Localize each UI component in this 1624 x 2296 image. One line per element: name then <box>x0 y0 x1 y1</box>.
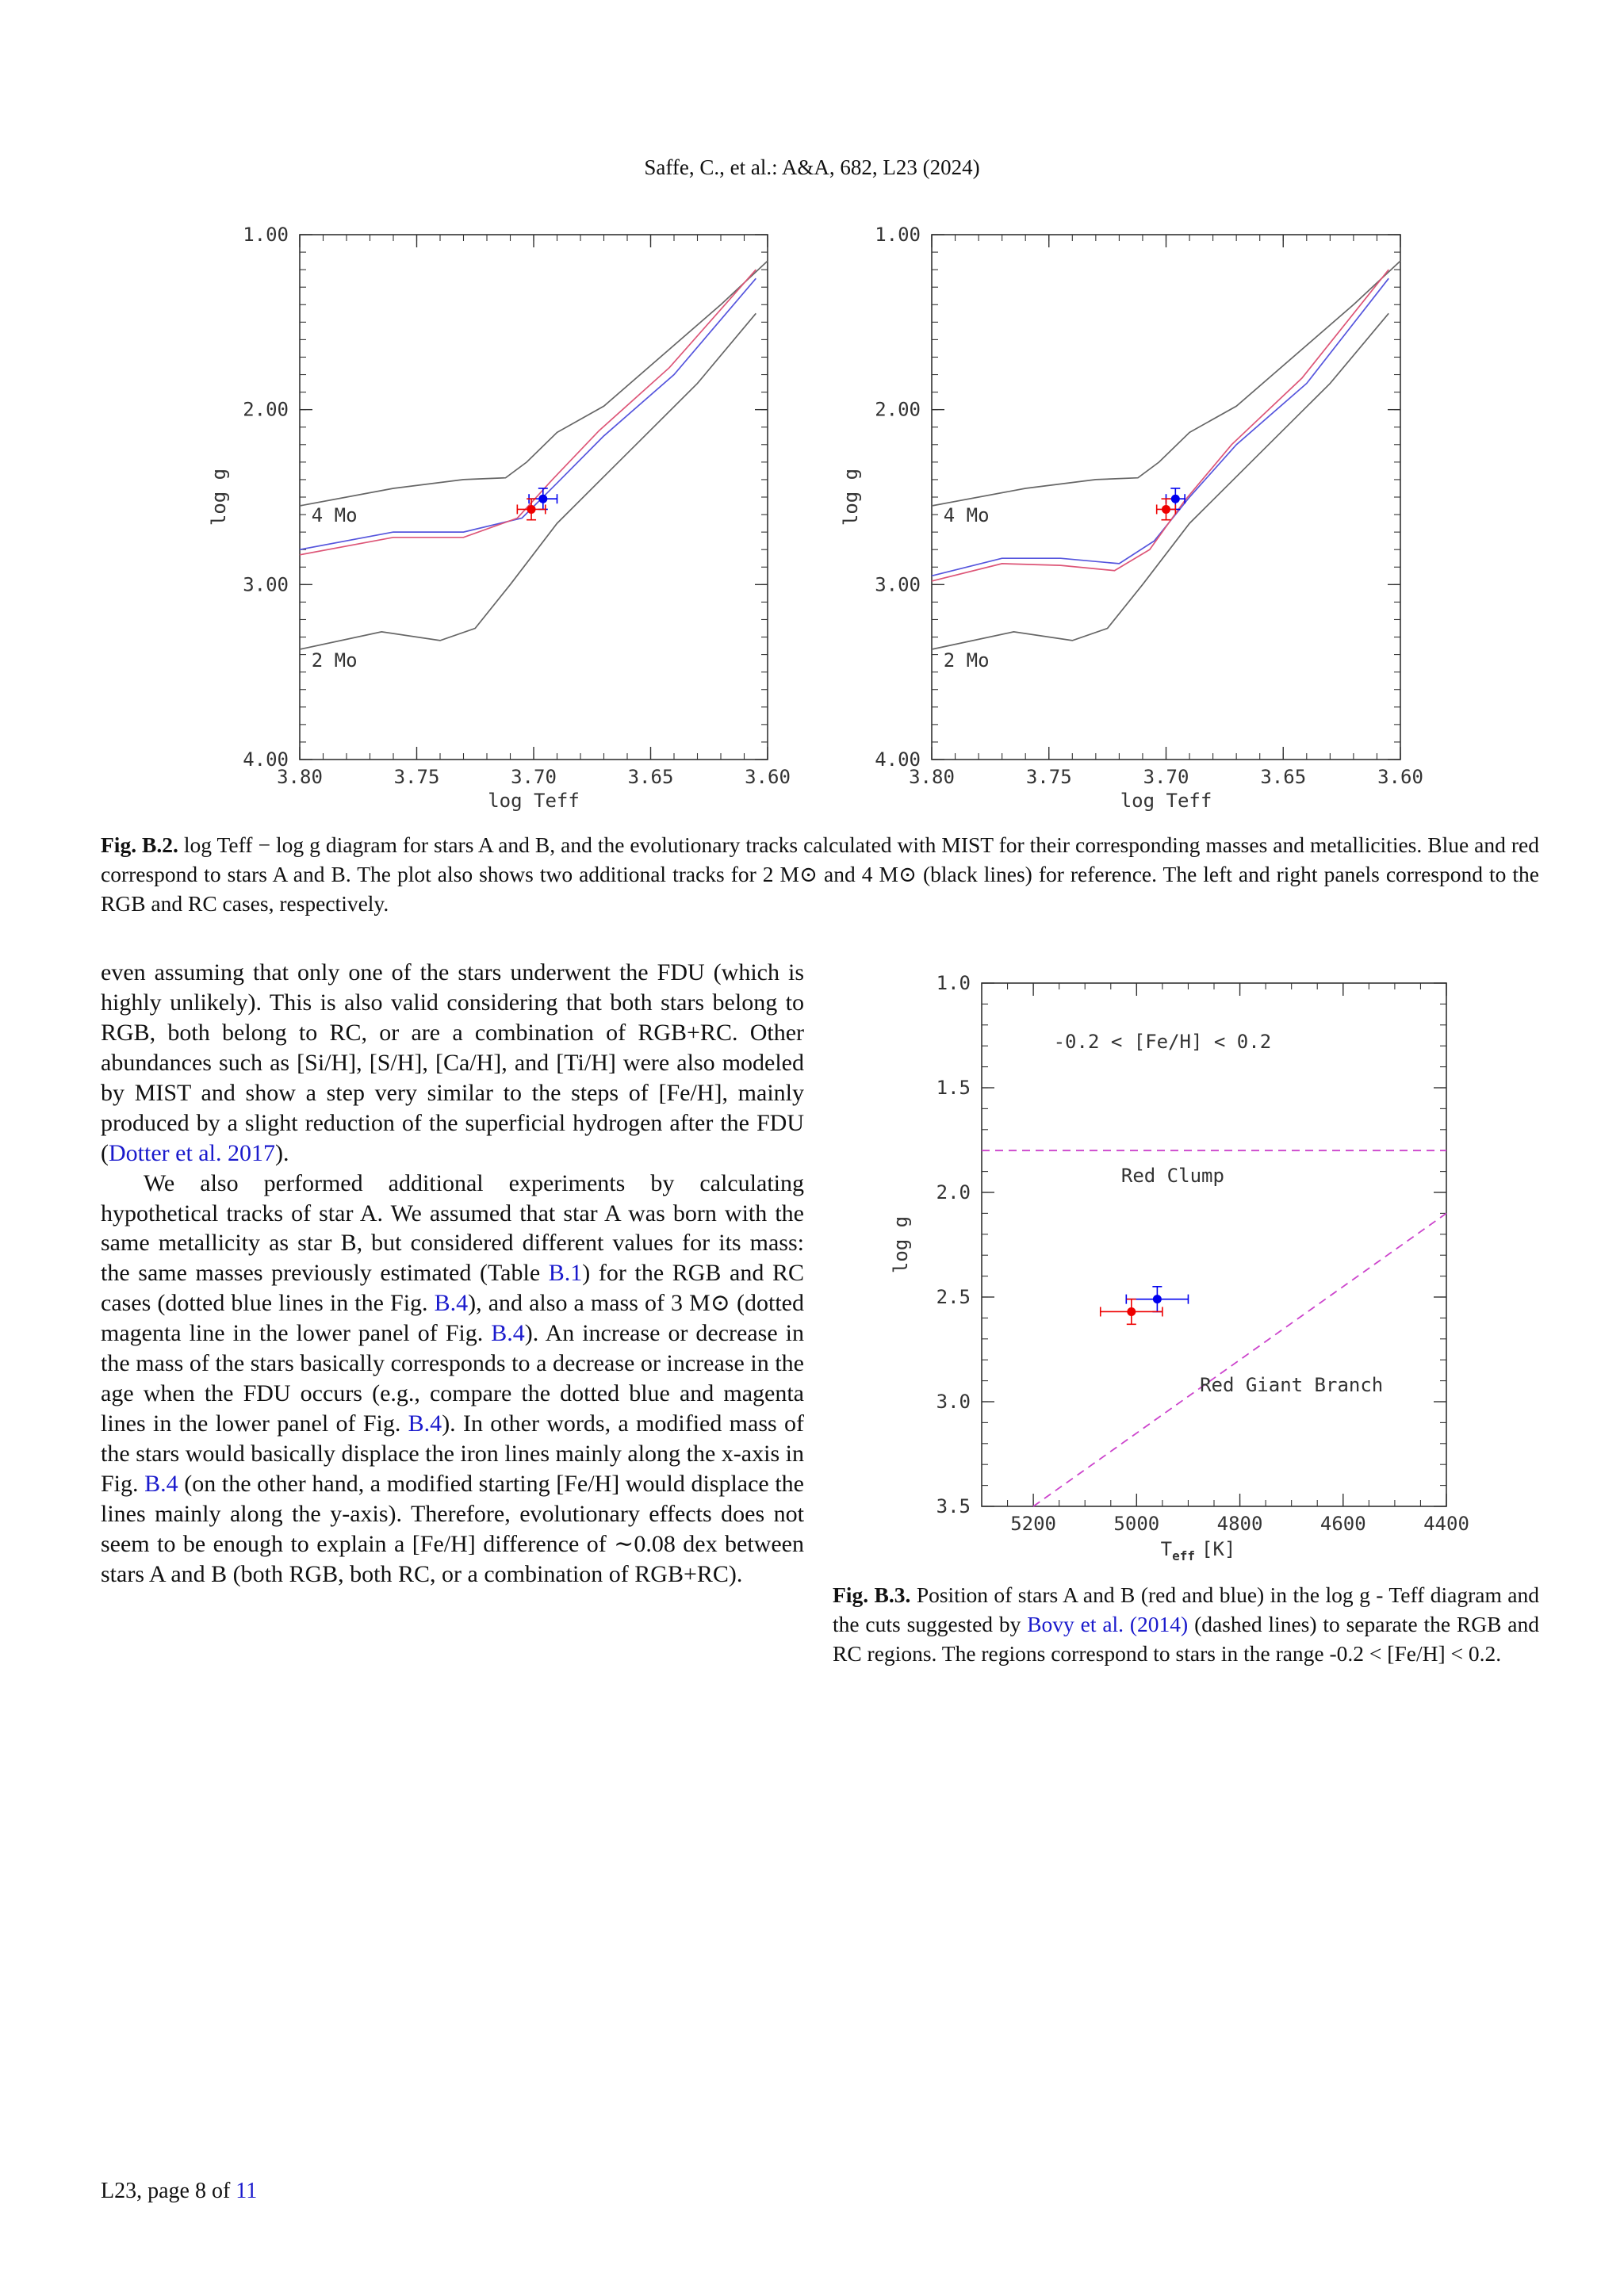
y-tick-label: 1.00 <box>875 224 921 246</box>
x-axis-label: log Teff <box>488 790 580 812</box>
track-mass-label: 4 Mo <box>943 503 990 526</box>
x-tick-label: 3.70 <box>1143 766 1189 788</box>
series-line-2 <box>932 278 1388 576</box>
y-axis-label: log g <box>890 1215 912 1274</box>
running-head: Saffe, C., et al.: A&A, 682, L23 (2024) <box>644 155 980 179</box>
series-line-1 <box>300 313 756 649</box>
series-line-1 <box>932 313 1388 649</box>
y-tick-label: 1.00 <box>243 224 289 246</box>
y-tick-label: 2.5 <box>936 1286 971 1308</box>
track-mass-label: 2 Mo <box>311 649 358 672</box>
plot-frame <box>982 983 1446 1506</box>
y-axis-label: log g <box>208 468 230 526</box>
p1-end: ). <box>274 1139 289 1166</box>
fig-b2-caption <box>101 831 1539 919</box>
data-point-star-a <box>1153 1295 1162 1303</box>
y-tick-label: 4.00 <box>875 748 921 771</box>
fig-b2-caption-text: log Teff − log g diagram for stars A and B, and the evolutionary tracks calculated with MIST for their corresponding masses and metallicities. Blue and red correspond to stars A and B. The plot also shows two additional tracks for 2 M⊙ and 4 M⊙ (black lines) for reference. The left and right panels correspond to the RGB and RC cases, respectively. <box>101 832 1539 916</box>
y-tick-label: 2.00 <box>243 398 289 421</box>
x-tick-label: 3.65 <box>1260 766 1307 788</box>
fig-b4-link[interactable]: B.4 <box>408 1410 442 1437</box>
p2-f: (on the other hand, a modified starting [Fe/H] would displace the lines mainly along the y-axis). Therefore, evolutionary effects does not seem to be enough to explain a [Fe/H] difference of ∼0.08 dex between stars A and B (both RGB, both RC, or a combination of RGB+RC). <box>101 1470 804 1587</box>
x-tick-label: 3.60 <box>745 766 791 788</box>
plot-frame <box>300 235 768 760</box>
page-footer <box>101 2179 257 2204</box>
x-tick-label: 3.70 <box>511 766 557 788</box>
track-mass-label: 2 Mo <box>943 649 990 672</box>
series-line-3 <box>932 270 1388 581</box>
body-text <box>101 958 804 1590</box>
data-point-star-b <box>1162 505 1170 514</box>
bovy-citation-link[interactable]: Bovy et al. (2014) <box>1027 1611 1189 1636</box>
y-tick-label: 3.00 <box>875 573 921 596</box>
y-tick-label: 3.5 <box>936 1495 971 1517</box>
total-pages-link[interactable]: 11 <box>236 2179 258 2203</box>
y-tick-label: 1.0 <box>936 972 971 994</box>
annotation-label: -0.2 < [Fe/H] < 0.2 <box>1053 1030 1272 1053</box>
x-label-sub: eff <box>1172 1548 1195 1563</box>
data-point-star-a <box>1171 495 1180 503</box>
x-tick-label: 4800 <box>1216 1513 1263 1535</box>
data-point-star-b <box>527 505 536 514</box>
table-b1-link[interactable]: B.1 <box>548 1260 583 1287</box>
dotter-citation-link[interactable]: Dotter et al. 2017 <box>109 1139 275 1166</box>
x-axis-label <box>1161 1538 1236 1563</box>
x-tick-label: 3.60 <box>1377 766 1423 788</box>
x-tick-label: 3.65 <box>627 766 674 788</box>
x-label-unit: [K] <box>1201 1538 1236 1560</box>
annotation-label: Red Clump <box>1120 1164 1224 1187</box>
x-tick-label: 3.80 <box>277 766 323 788</box>
x-tick-label: 3.80 <box>909 766 955 788</box>
y-tick-label: 1.5 <box>936 1077 971 1099</box>
data-point-star-a <box>538 495 547 503</box>
x-axis-label: log Teff <box>1120 790 1212 812</box>
x-tick-label: 3.75 <box>1025 766 1072 788</box>
fig-b4-link[interactable]: B.4 <box>434 1290 469 1317</box>
page-number-text: L23, page 8 of <box>101 2179 236 2203</box>
x-tick-label: 5000 <box>1113 1513 1160 1535</box>
y-tick-label: 2.00 <box>875 398 921 421</box>
p2-e: ). In other words, a modified mass of the stars would basically displace the iron lines mainly along the x-axis in Fig. <box>101 1410 804 1497</box>
fig-b2-caption-label: Fig. B.2. <box>101 832 178 857</box>
y-tick-label: 4.00 <box>243 748 289 771</box>
fig-b4-link[interactable]: B.4 <box>491 1320 525 1347</box>
y-axis-label: log g <box>840 468 862 526</box>
data-point-star-b <box>1127 1307 1136 1316</box>
fig-b4-link[interactable]: B.4 <box>144 1470 178 1497</box>
y-tick-label: 3.0 <box>936 1391 971 1413</box>
p2-c: ), and also a mass of 3 M⊙ (dotted magenta line in the lower panel of Fig. <box>101 1290 804 1347</box>
p2-b: ) for the RGB and RC cases (dotted blue lines in the Fig. <box>101 1260 804 1317</box>
x-tick-label: 3.75 <box>393 766 440 788</box>
annotation-label: Red Giant Branch <box>1200 1373 1384 1396</box>
fig-b3-caption-text-2: (dashed lines) to separate the RGB and RC regions. The regions correspond to stars in the range -0.2 < [Fe/H] < 0.2. <box>833 1611 1540 1666</box>
fig-b3-caption <box>833 1581 1539 1669</box>
cut-line-1 <box>1033 1213 1446 1506</box>
x-tick-label: 4400 <box>1423 1513 1469 1535</box>
p2-d: ). An increase or decrease in the mass of the stars basically corresponds to a decrease or increase in the age when the FDU occurs (e.g., compare the dotted blue and magenta lines in the lower panel of Fig. <box>101 1320 804 1437</box>
x-label-main: T <box>1160 1538 1173 1560</box>
p2-a: We also performed additional experiments by calculating hypothetical tracks of star A. We assumed that star A was born with the same metallicity as star B, but considered different values for its mass: the same masses previously estimated (Table <box>101 1169 804 1287</box>
paragraph-1 <box>101 958 804 1169</box>
y-tick-label: 3.00 <box>243 573 289 596</box>
fig-b3-caption-label: Fig. B.3. <box>833 1582 911 1607</box>
p1-text: even assuming that only one of the stars underwent the FDU (which is highly unlikely). This is also valid considering that both stars belong to RGB, both belong to RC, or are a combination of RGB+RC. Other abundances such as [Si/H], [S/H], [Ca/H], and [Ti/H] were also modeled by MIST and show a step very similar to the steps of [Fe/H], mainly produced by a slight reduction of the superficial hydrogen after the FDU ( <box>101 959 804 1166</box>
x-tick-label: 4600 <box>1320 1513 1366 1535</box>
fig-b3-caption-text-1: Position of stars A and B (red and blue) in the log g - Teff diagram and the cuts suggested by <box>833 1582 1540 1636</box>
y-tick-label: 2.0 <box>936 1181 971 1203</box>
track-mass-label: 4 Mo <box>311 503 358 526</box>
x-tick-label: 5200 <box>1010 1513 1057 1535</box>
paragraph-2 <box>101 1169 804 1590</box>
